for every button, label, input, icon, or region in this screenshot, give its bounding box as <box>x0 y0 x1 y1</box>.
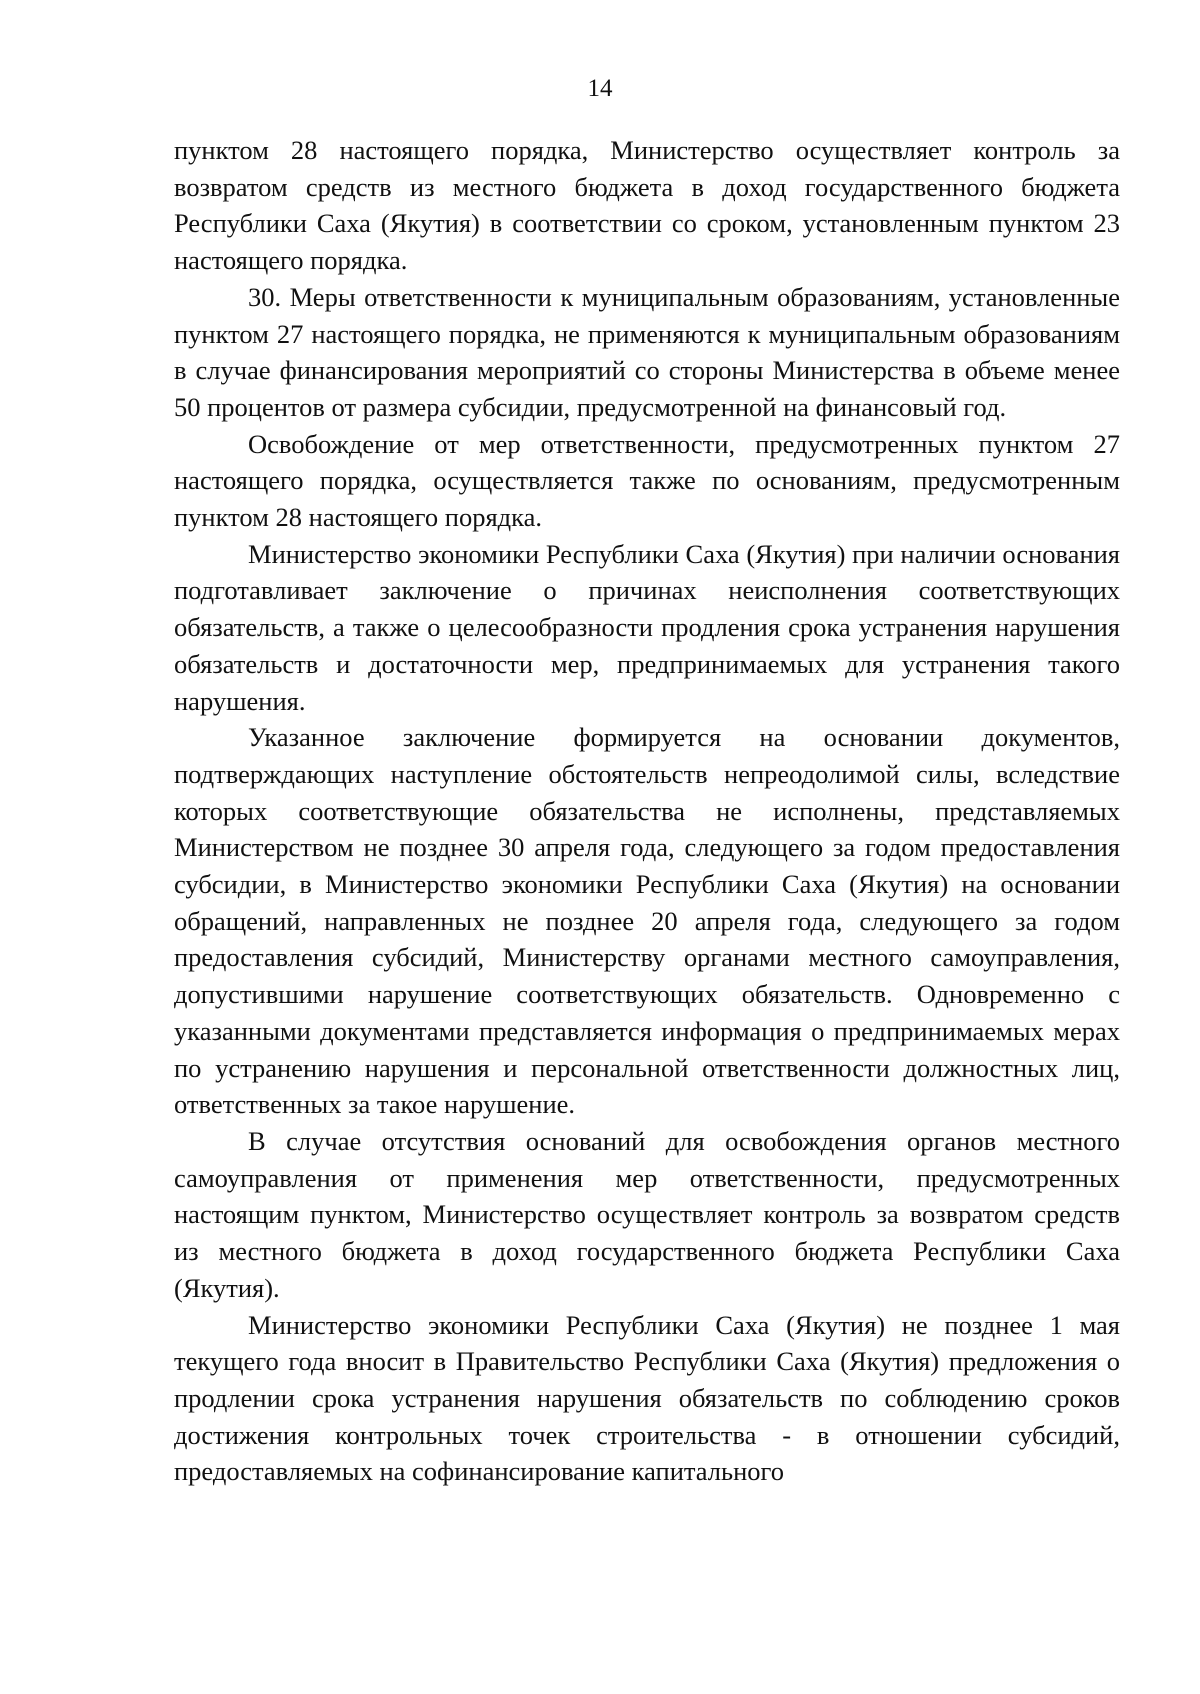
paragraph-3: Освобождение от мер ответственности, предусмотренных пунктом 27 настоящего порядка, осуществляется также по основаниям, предусмотренным пунктом 28 настоящего порядка. <box>174 428 1120 533</box>
paragraph-4: Министерство экономики Республики Саха (Якутия) при наличии основания подготавливает заключение о причинах неисполнения соответствующих обязательств, а также о целесообразности продления срока устранения нарушения обязательств и достаточности мер, предпринимаемых для устранения такого нарушения. <box>174 538 1120 716</box>
paragraph-7: Министерство экономики Республики Саха (Якутия) не позднее 1 мая текущего года вносит в Правительство Республики Саха (Якутия) предложения о продлении срока устранения нарушения обязательств по соблюдению сроков достижения контрольных точек строительства - в отношении субсидий, предоставляемых на софинансирование капитального <box>174 1309 1120 1487</box>
document-body <box>174 132 1120 1490</box>
paragraph-1: пунктом 28 настоящего порядка, Министерство осуществляет контроль за возвратом средств из местного бюджета в доход государственного бюджета Республики Саха (Якутия) в соответствии со сроком, установленным пунктом 23 настоящего порядка. <box>174 135 1120 276</box>
paragraph-6: В случае отсутствия оснований для освобождения органов местного самоуправления от применения мер ответственности, предусмотренных настоящим пунктом, Министерство осуществляет контроль за возвратом средств из местного бюджета в доход государственного бюджета Республики Саха (Якутия). <box>174 1125 1120 1303</box>
page-number: 14 <box>587 75 613 102</box>
paragraph-2: 30. Меры ответственности к муниципальным образованиям, установленные пунктом 27 настоящего порядка, не применяются к муниципальным образованиям в случае финансирования мероприятий со стороны Министерства в объеме менее 50 процентов от размера субсидии, предусмотренной на финансовый год. <box>174 281 1120 422</box>
paragraph-5: Указанное заключение формируется на основании документов, подтверждающих наступление обстоятельств непреодолимой силы, вследствие которых соответствующие обязательства не исполнены, представляемых Министерством не позднее 30 апреля года, следующего за годом предоставления субсидии, в Министерство экономики Республики Саха (Якутия) на основании обращений, направленных не позднее 20 апреля года, следующего за годом предоставления субсидий, Министерству органами местного самоуправления, допустившими нарушение соответствующих обязательств. Одновременно с указанными документами представляется информация о предпринимаемых мерах по устранению нарушения и персональной ответственности должностных лиц, ответственных за такое нарушение. <box>174 722 1120 1120</box>
